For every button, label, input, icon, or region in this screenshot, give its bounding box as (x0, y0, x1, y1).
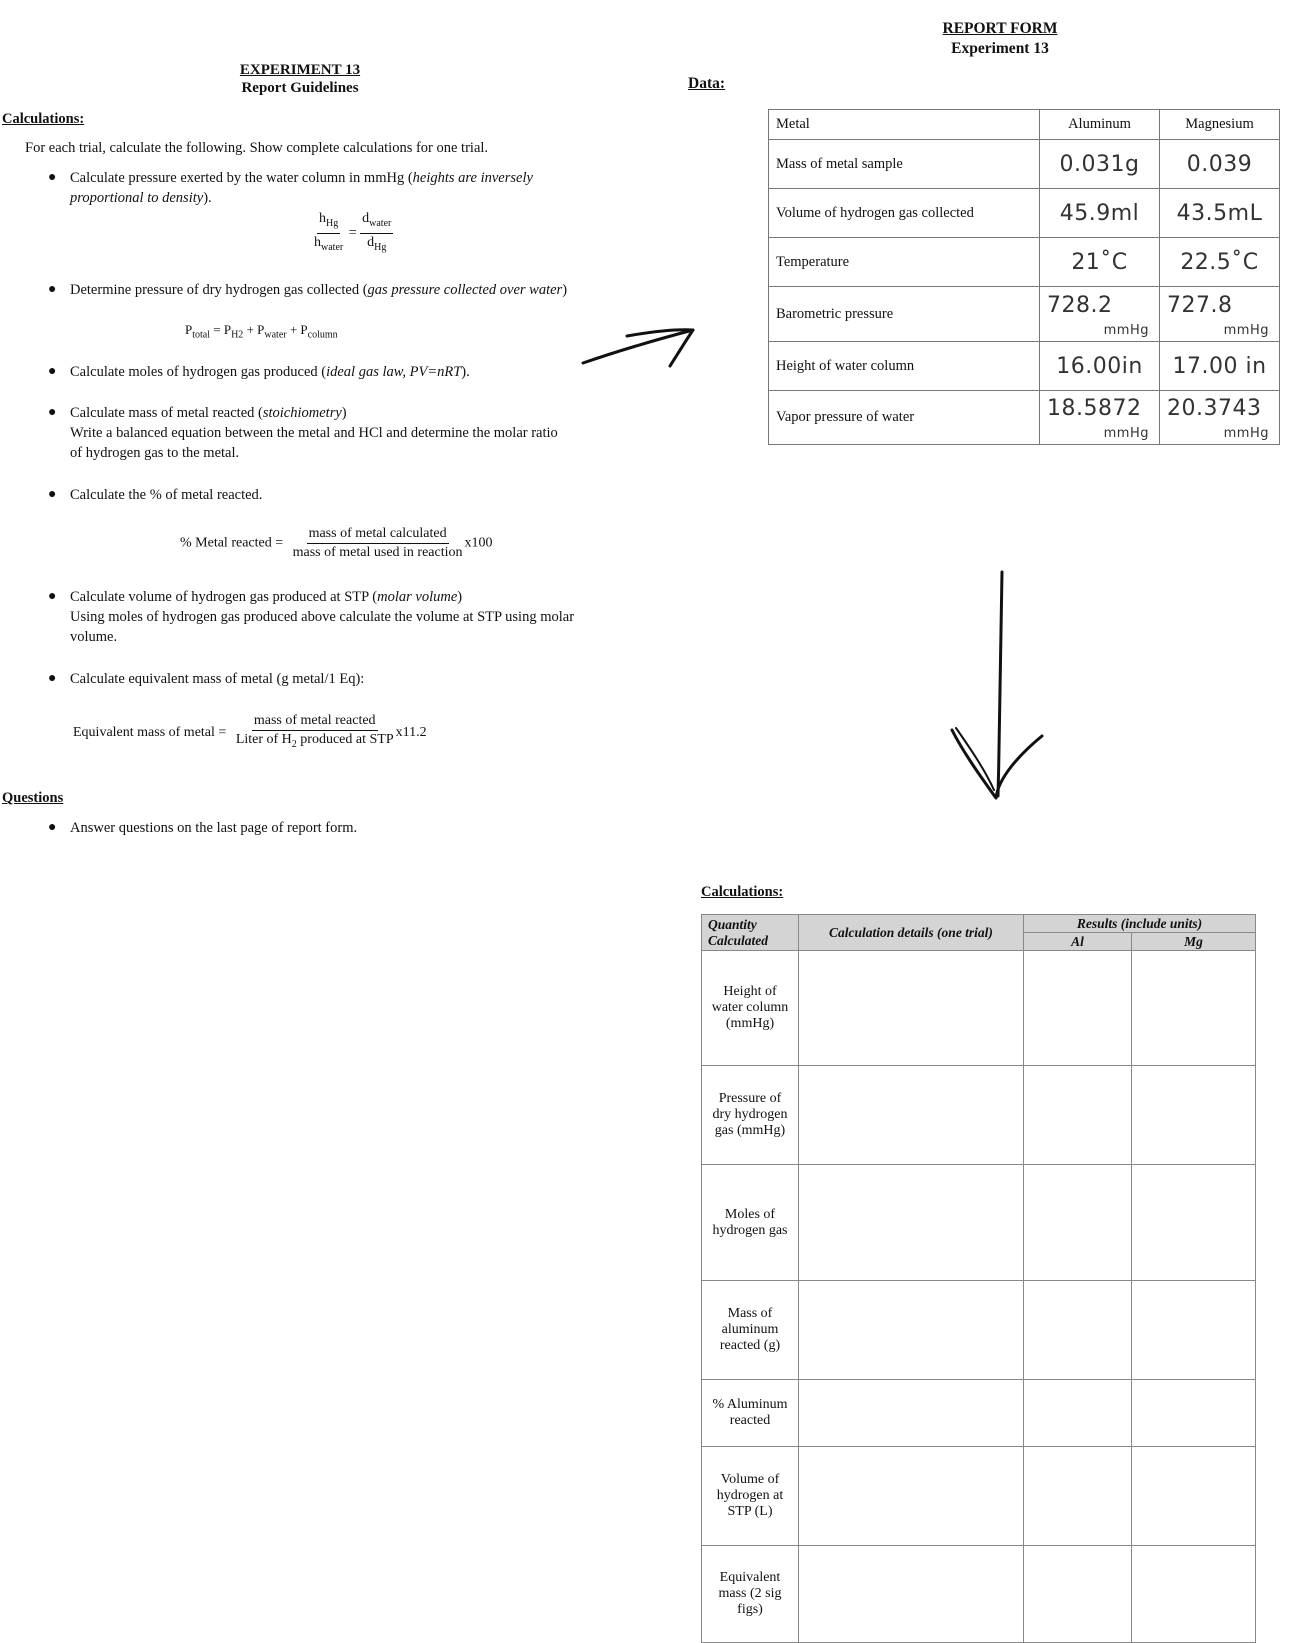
calculations-heading: Calculations: (2, 111, 85, 127)
magnesium-cell (1160, 287, 1280, 342)
bullet-water-column: ● Calculate pressure exerted by the water column in mmHg (heights are inversely proportional to density). (48, 170, 533, 206)
bullet-questions: ● Answer questions on the last page of report form. (48, 820, 358, 836)
data-table (768, 109, 1280, 445)
guidelines-subtitle: Report Guidelines (241, 80, 359, 96)
al-result-cell[interactable] (1024, 1066, 1132, 1165)
mg-result-cell[interactable] (1132, 951, 1256, 1066)
table-header-row (769, 110, 1280, 140)
details-cell[interactable] (799, 1281, 1024, 1380)
magnesium-unit: mmHg (1223, 323, 1269, 338)
mg-result-cell[interactable] (1132, 1281, 1256, 1380)
report-title: REPORT FORM (942, 20, 1058, 37)
aluminum-value: 45.9ml (1040, 189, 1160, 238)
aluminum-value: 728.2 (1047, 293, 1113, 318)
magnesium-unit: mmHg (1223, 426, 1269, 441)
table-row (702, 951, 1256, 1066)
percent-reacted-formula: % Metal reacted = $\frac{\text{mass of metal calculated}}{\text{mass of metal used in reaction}}$ x100 (180, 526, 493, 560)
quantity-label: % Aluminum reacted (702, 1380, 799, 1447)
magnesium-value: 17.00 in (1160, 342, 1280, 391)
report-calculations-label: Calculations: (701, 884, 784, 900)
quantity-label: Equivalent mass (2 sig figs) (702, 1546, 799, 1643)
details-cell[interactable] (799, 1066, 1024, 1165)
mg-result-cell[interactable] (1132, 1380, 1256, 1447)
details-cell[interactable] (799, 1165, 1024, 1281)
magnesium-value: 20.3743 (1167, 396, 1262, 421)
aluminum-value: 16.00in (1040, 342, 1160, 391)
questions-heading: Questions (2, 790, 64, 806)
mg-result-cell[interactable] (1132, 1066, 1256, 1165)
table-row (702, 1380, 1256, 1447)
table-row (702, 1447, 1256, 1546)
guidelines-title: EXPERIMENT 13 (239, 62, 361, 78)
al-result-cell[interactable] (1024, 1281, 1132, 1380)
quantity-label: Mass of aluminum reacted (g) (702, 1281, 799, 1380)
mg-result-cell[interactable] (1132, 1165, 1256, 1281)
report-subtitle: Experiment 13 (951, 40, 1049, 57)
height-density-formula: $\frac{h_{Hg}}{h_{water}}$ = $\frac{d_{water}}{d_{Hg}}$ (314, 211, 392, 253)
details-cell[interactable] (799, 1380, 1024, 1447)
header-mg: Mg (1132, 933, 1256, 951)
header-al: Al (1024, 933, 1132, 951)
row-label: Vapor pressure of water (769, 391, 1040, 445)
header-results: Results (include units) (1024, 915, 1256, 933)
al-result-cell[interactable] (1024, 1447, 1132, 1546)
quantity-label: Volume of hydrogen at STP (L) (702, 1447, 799, 1546)
mg-result-cell[interactable] (1132, 1546, 1256, 1643)
header-details: Calculation details (one trial) (799, 915, 1024, 951)
magnesium-value: 727.8 (1167, 293, 1233, 318)
table-row (769, 238, 1280, 287)
magnesium-cell (1160, 391, 1280, 445)
quantity-label: Height of water column (mmHg) (702, 951, 799, 1066)
row-label: Barometric pressure (769, 287, 1040, 342)
total-pressure-formula: $P_{total} = P_{H2} + P_{water} + P_{column}$ (185, 322, 338, 341)
magnesium-value: 22.5˚C (1160, 238, 1280, 287)
row-label: Height of water column (769, 342, 1040, 391)
table-row (769, 287, 1280, 342)
quantity-label: Moles of hydrogen gas (702, 1165, 799, 1281)
aluminum-unit: mmHg (1103, 323, 1149, 338)
table-row (769, 189, 1280, 238)
al-result-cell[interactable] (1024, 951, 1132, 1066)
table-row (769, 391, 1280, 445)
calc-header-row (702, 915, 1256, 933)
equivalent-mass-formula: Equivalent mass of metal = $\frac{\text{mass of metal reacted}}{Liter of H_2 produced at STP}$ x11.2 (73, 713, 427, 750)
table-row (702, 1165, 1256, 1281)
table-row (702, 1066, 1256, 1165)
bullet-dry-hydrogen: ● Determine pressure of dry hydrogen gas collected (gas pressure collected over water) (48, 282, 568, 298)
details-cell[interactable] (799, 1447, 1024, 1546)
bullet-equivalent-mass: ● Calculate equivalent mass of metal (g metal/1 Eq): (48, 671, 365, 687)
down-arrow-icon (940, 568, 1050, 808)
aluminum-unit: mmHg (1103, 426, 1149, 441)
magnesium-value: 43.5mL (1160, 189, 1280, 238)
details-cell[interactable] (799, 1546, 1024, 1643)
header-magnesium: Magnesium (1160, 110, 1280, 140)
al-result-cell[interactable] (1024, 1546, 1132, 1643)
aluminum-cell (1040, 287, 1160, 342)
bullet-percent-reacted: ● Calculate the % of metal reacted. (48, 487, 263, 503)
header-quantity: Quantity Calculated (702, 915, 799, 951)
mg-result-cell[interactable] (1132, 1447, 1256, 1546)
bullet-moles: ● Calculate moles of hydrogen gas produced (ideal gas law, PV=nRT). (48, 364, 470, 380)
aluminum-value: 18.5872 (1047, 396, 1142, 421)
right-arrow-icon (575, 320, 705, 380)
bullet-volume-stp: ● Calculate volume of hydrogen gas produced at STP (molar volume) Using moles of hydrogen gas produced above calculate the volume at STP using molar volume. (48, 589, 575, 645)
header-metal: Metal (769, 110, 1040, 140)
data-label: Data: (688, 75, 726, 92)
aluminum-cell (1040, 391, 1160, 445)
row-label: Volume of hydrogen gas collected (769, 189, 1040, 238)
al-result-cell[interactable] (1024, 1165, 1132, 1281)
quantity-label: Pressure of dry hydrogen gas (mmHg) (702, 1066, 799, 1165)
table-row (769, 140, 1280, 189)
row-label: Mass of metal sample (769, 140, 1040, 189)
table-row (702, 1281, 1256, 1380)
magnesium-value: 0.039 (1160, 140, 1280, 189)
table-row (702, 1546, 1256, 1643)
table-row (769, 342, 1280, 391)
intro-text: For each trial, calculate the following. Show complete calculations for one trial. (25, 140, 489, 156)
calculation-table (701, 914, 1256, 1643)
details-cell[interactable] (799, 951, 1024, 1066)
row-label: Temperature (769, 238, 1040, 287)
aluminum-value: 21˚C (1040, 238, 1160, 287)
bullet-mass-reacted: ● Calculate mass of metal reacted (stoichiometry) Write a balanced equation between the metal and HCl and determine the molar ratio of hydrogen gas to the metal. (48, 405, 558, 461)
aluminum-value: 0.031g (1040, 140, 1160, 189)
header-aluminum: Aluminum (1040, 110, 1160, 140)
al-result-cell[interactable] (1024, 1380, 1132, 1447)
